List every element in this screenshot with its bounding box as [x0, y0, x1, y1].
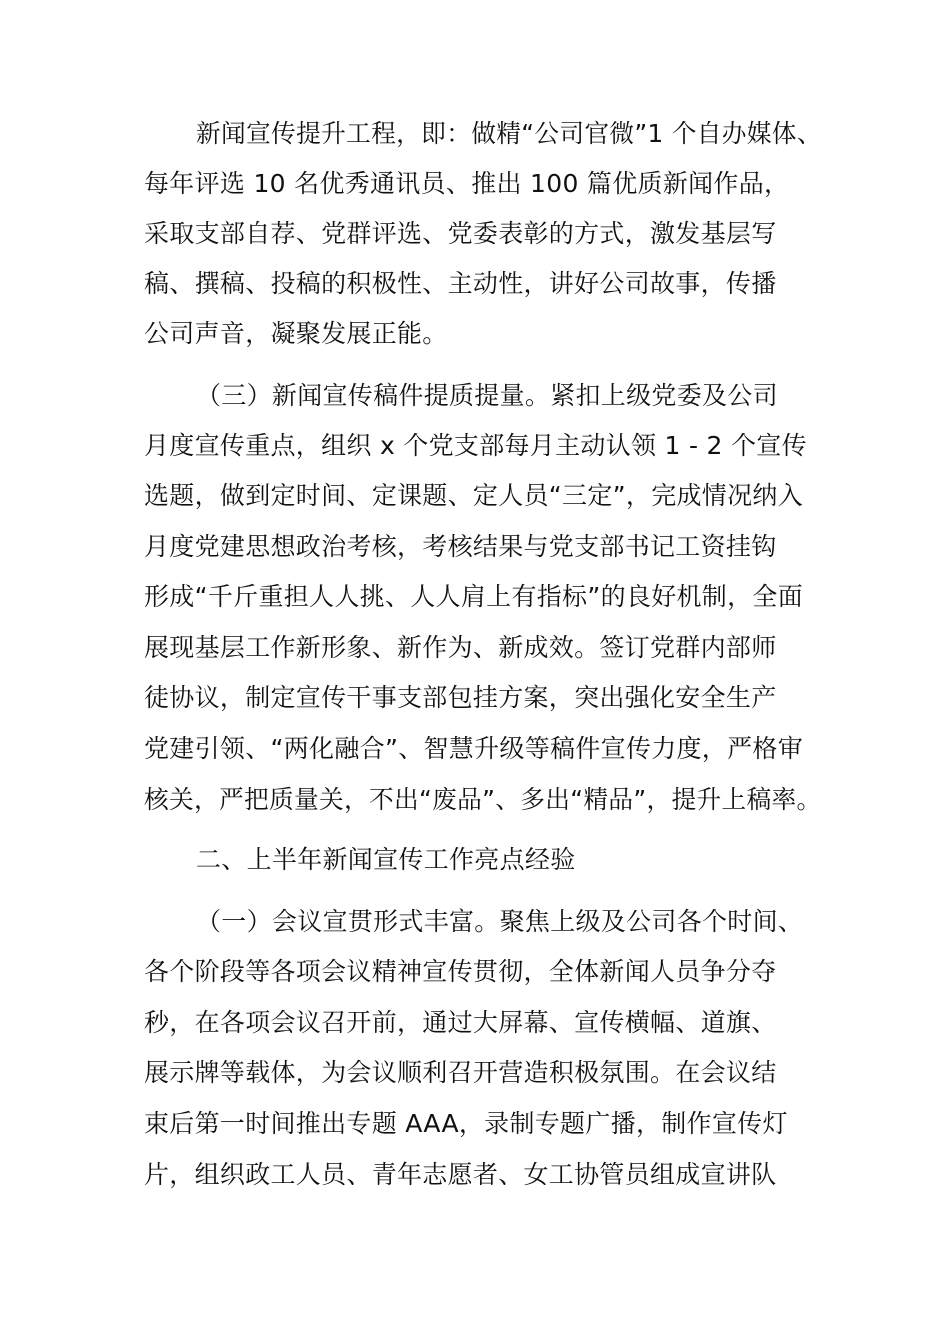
paragraph-line: 采取支部自荐、党群评选、党委表彰的方式，激发基层写 [144, 219, 777, 248]
paragraph-line: 选题，做到定时间、定课题、定人员“三定”，完成情况纳入 [144, 481, 804, 510]
paragraph-line: 公司声音，凝聚发展正能。 [144, 319, 448, 348]
paragraph-line: 新闻宣传提升工程，即：做精“公司官微”1 个自办媒体、 [196, 119, 822, 148]
paragraph-line: 秒，在各项会议召开前，通过大屏幕、宣传横幅、道旗、 [144, 1008, 777, 1037]
paragraph-line: 束后第一时间推出专题 AAA，录制专题广播，制作宣传灯 [144, 1109, 788, 1138]
paragraph-line: 徒协议，制定宣传干事支部包挂方案，突出强化安全生产 [144, 683, 777, 712]
paragraph-line: 核关，严把质量关，不出“废品”、多出“精品”，提升上稿率。 [144, 785, 822, 814]
paragraph-line: 片，组织政工人员、青年志愿者、女工协管员组成宣讲队 [144, 1160, 777, 1189]
paragraph-line: 党建引领、“两化融合”、智慧升级等稿件宣传力度，严格审 [144, 734, 804, 763]
paragraph-line: 展现基层工作新形象、新作为、新成效。签订党群内部师 [144, 633, 777, 662]
paragraph-line: （三）新闻宣传稿件提质提量。紧扣上级党委及公司 [196, 381, 778, 410]
paragraph-line: （一）会议宣贯形式丰富。聚焦上级及公司各个时间、 [196, 907, 804, 936]
paragraph-line: 每年评选 10 名优秀通讯员、推出 100 篇优质新闻作品， [144, 169, 790, 198]
paragraph-line: 各个阶段等各项会议精神宣传贯彻，全体新闻人员争分夺 [144, 957, 777, 986]
paragraph-line: 稿、撰稿、投稿的积极性、主动性，讲好公司故事，传播 [144, 269, 777, 298]
paragraph-line: 展示牌等载体，为会议顺利召开营造积极氛围。在会议结 [144, 1058, 777, 1087]
paragraph-line: 月度宣传重点，组织 x 个党支部每月主动认领 1 - 2 个宣传 [144, 431, 807, 460]
paragraph-line: 月度党建思想政治考核，考核结果与党支部书记工资挂钩 [144, 532, 777, 561]
section-heading: 二、上半年新闻宣传工作亮点经验 [196, 845, 576, 874]
paragraph-line: 形成“千斤重担人人挑、人人肩上有指标”的良好机制，全面 [144, 582, 804, 611]
